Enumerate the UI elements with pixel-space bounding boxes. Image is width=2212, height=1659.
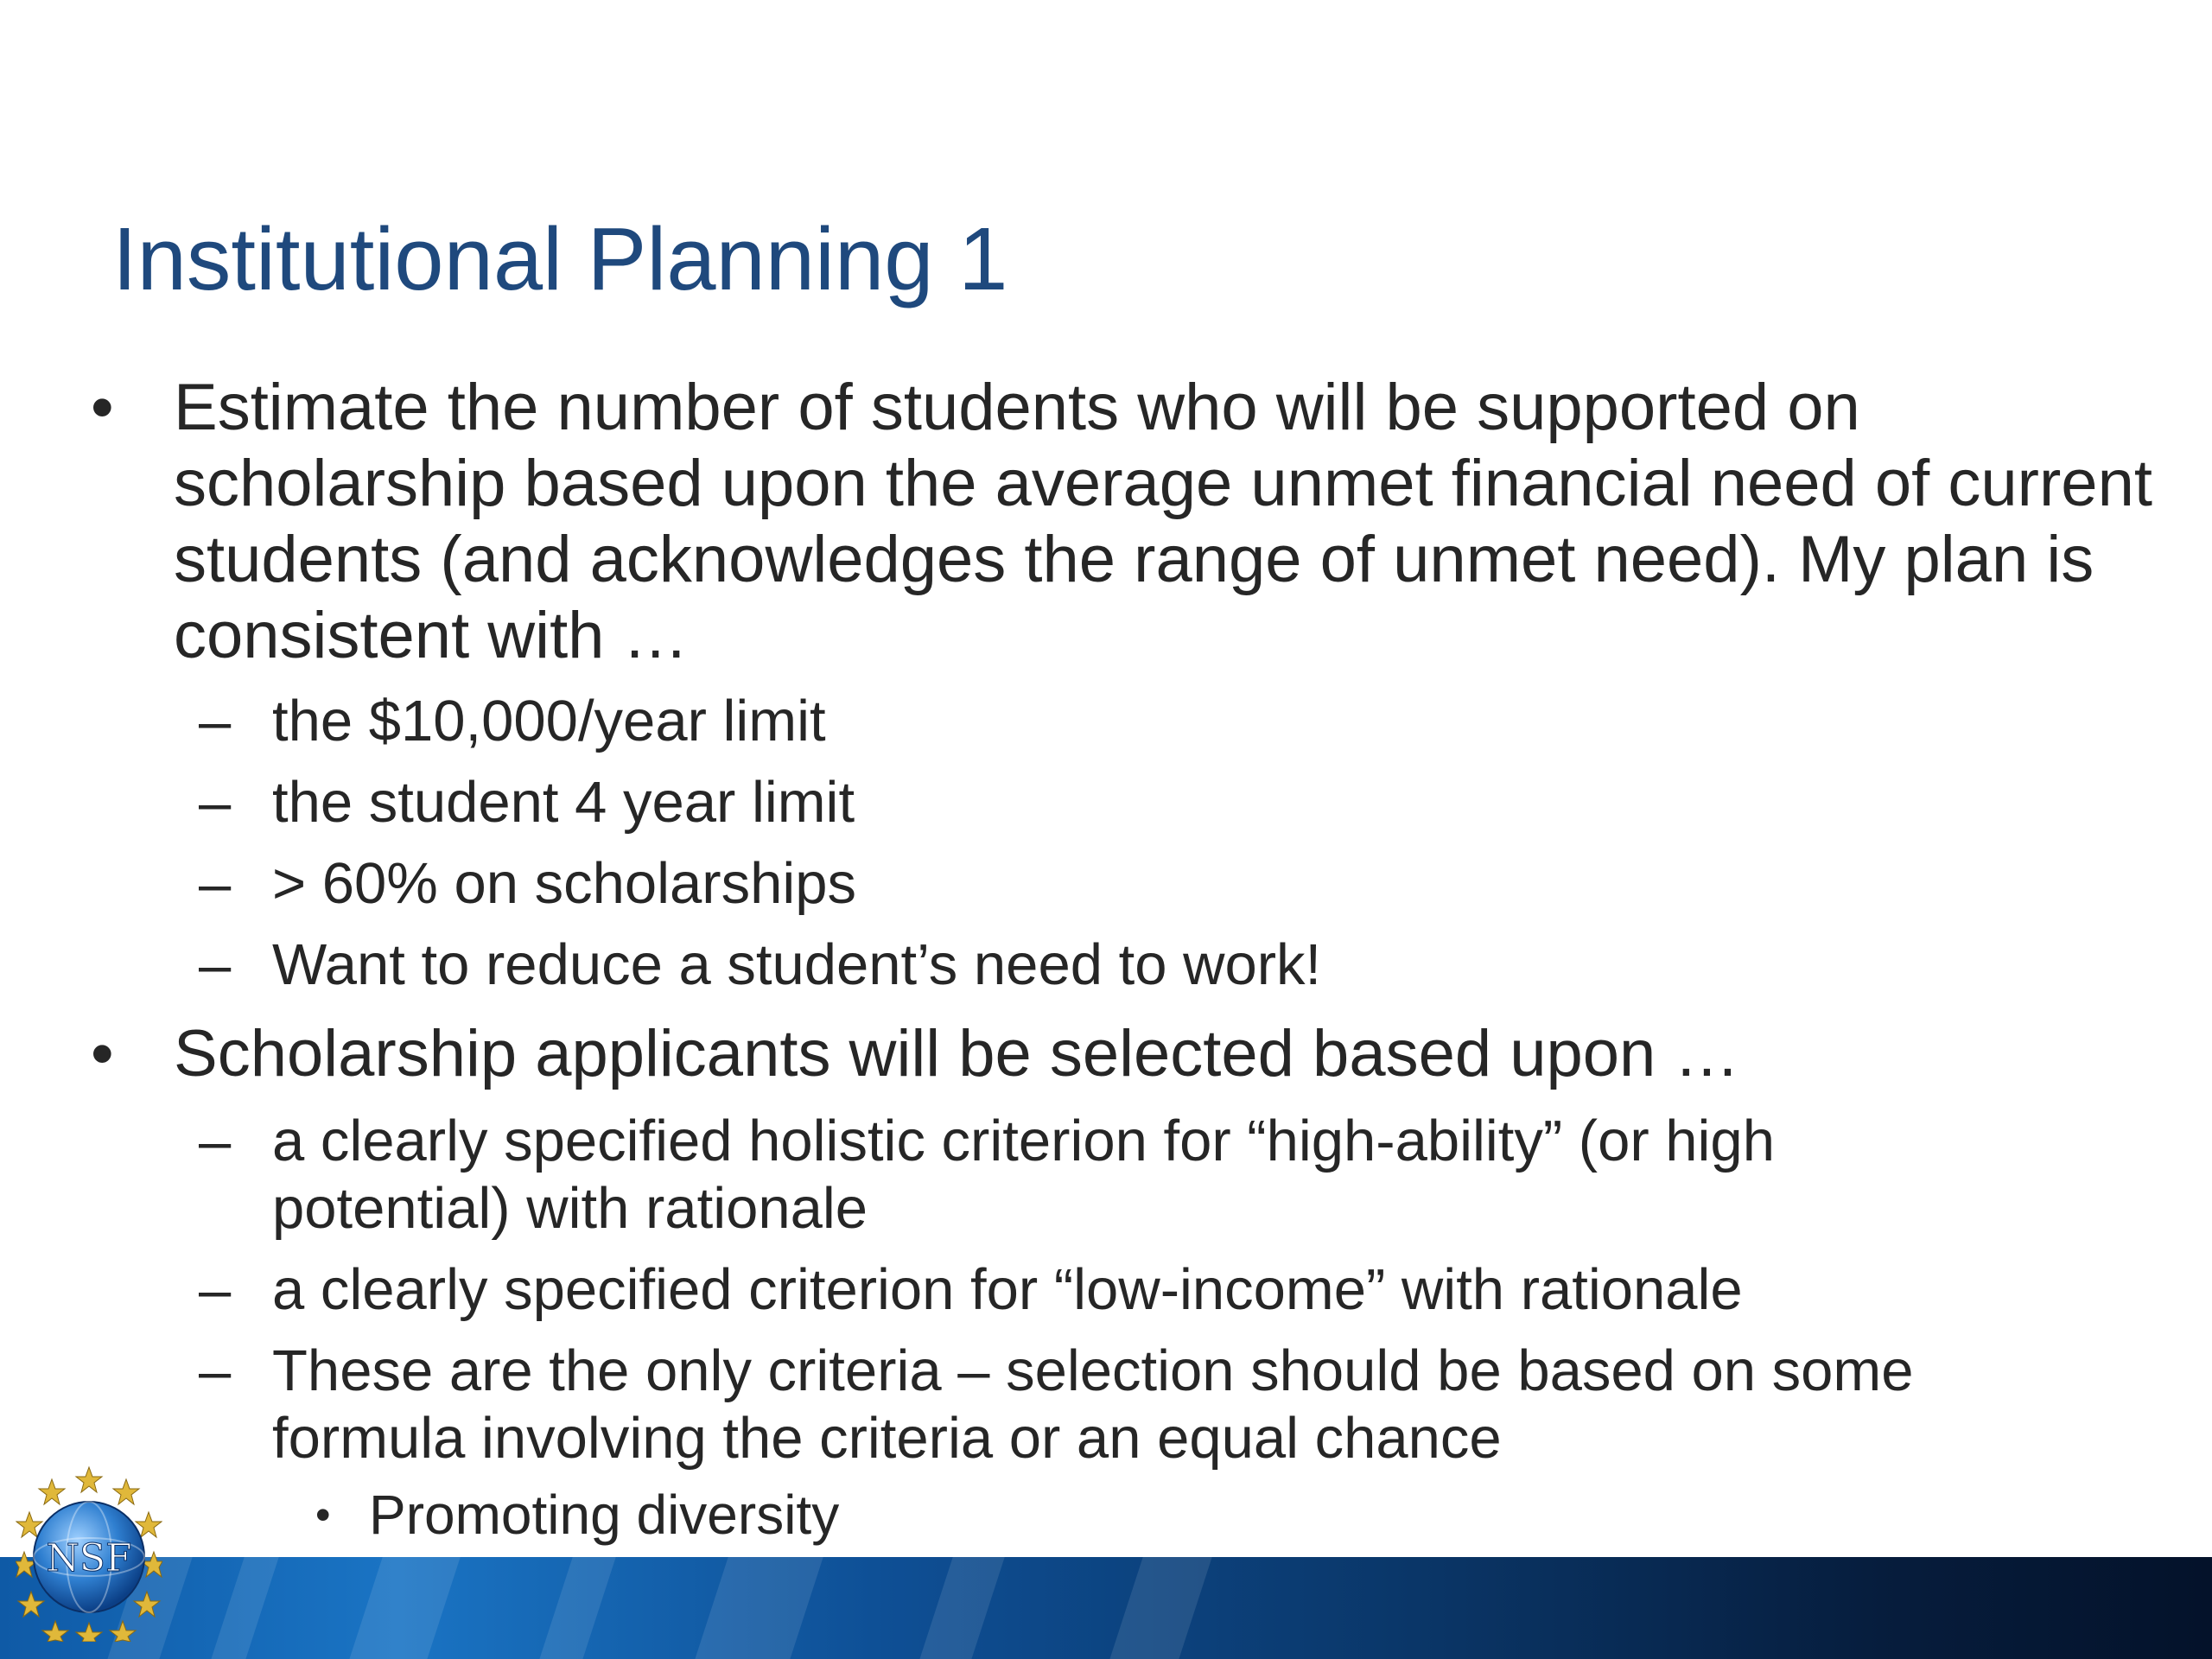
- dash-marker: –: [199, 932, 232, 997]
- footer-ray: [1098, 1557, 1217, 1659]
- sub-bullet-text: > 60% on scholarships: [272, 851, 856, 916]
- footer-ray: [200, 1557, 284, 1659]
- sub-bullet-text: the $10,000/year limit: [272, 689, 826, 753]
- footer-ray: [338, 1557, 466, 1659]
- dash-marker: –: [199, 1257, 232, 1322]
- sub-bullet-text: the student 4 year limit: [272, 770, 855, 835]
- sub-bullet-text: a clearly specified holistic criterion for “high-ability” (or high potential) with rationale: [272, 1109, 1775, 1241]
- logo-text: NSF: [46, 1536, 132, 1580]
- slide-title: Institutional Planning 1: [112, 209, 1008, 308]
- bullet-text: Scholarship applicants will be selected based upon …: [174, 1017, 1740, 1090]
- dash-marker: –: [199, 851, 232, 916]
- dash-marker: –: [199, 1109, 232, 1173]
- footer-ray: [908, 1557, 1010, 1659]
- bullet-text: Estimate the number of students who will be supported on scholarship based upon the average unmet financial need of current students (and acknowledges the range of unmet need). My plan is consistent with …: [174, 371, 2152, 672]
- bullet-marker: •: [315, 1491, 331, 1539]
- bullet-marker: •: [91, 1017, 114, 1090]
- dash-marker: –: [199, 1338, 232, 1403]
- nsf-globe-logo-icon: [16, 1462, 162, 1642]
- sub-sub-bullet-text: Promoting diversity: [369, 1484, 840, 1546]
- footer-ray: [528, 1557, 621, 1659]
- footer-ray: [683, 1557, 829, 1659]
- dash-marker: –: [199, 770, 232, 835]
- sub-bullet-text: These are the only criteria – selection should be based on some formula involving the criteria or an equal chance: [272, 1338, 1914, 1471]
- dash-marker: –: [199, 689, 232, 753]
- sub-bullet-text: a clearly specified criterion for “low-income” with rationale: [272, 1257, 1743, 1322]
- sub-bullet-text: Want to reduce a student’s need to work!: [272, 932, 1322, 997]
- footer-band: [0, 1557, 2212, 1659]
- bullet-marker: •: [91, 371, 114, 444]
